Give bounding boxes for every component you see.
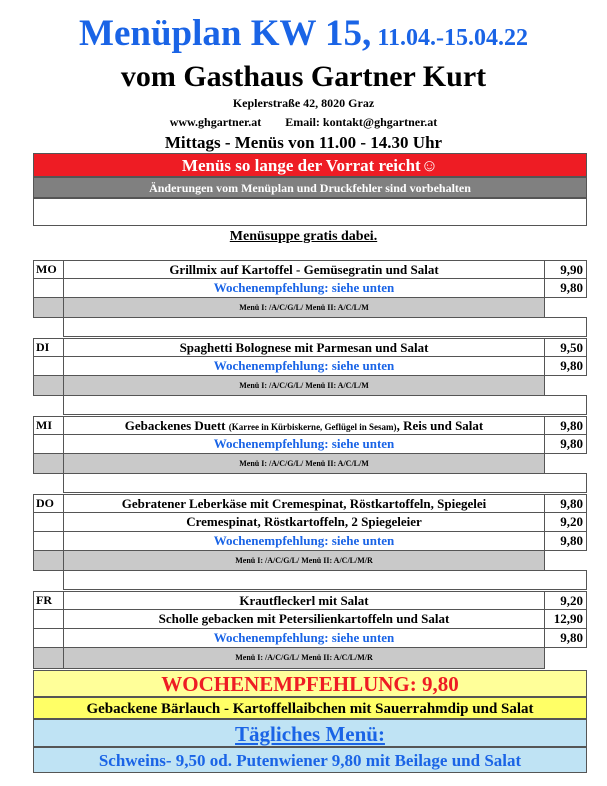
blank-cell — [33, 512, 64, 532]
weekly-title: WOCHENEMPFEHLUNG: 9,80 — [33, 670, 587, 697]
grey-cell — [33, 647, 64, 669]
price-do-1: 9,80 — [544, 494, 587, 513]
dish-fr-1: Krautfleckerl mit Salat — [63, 591, 545, 610]
dish-mi-detail: (Karree in Kürbiskerne, Geflügel in Sesam) — [228, 422, 397, 432]
dish-mi-main: Gebackenes Duett — [124, 418, 226, 433]
allergens-do: Menü I: /A/C/G/L/ Menü II: A/C/L/M/R — [63, 550, 545, 571]
price-do-2: 9,20 — [544, 512, 587, 532]
price-do-rec: 9,80 — [544, 531, 587, 551]
blank-cell — [33, 609, 64, 629]
dish-do-2: Cremespinat, Röstkartoffeln, 2 Spiegeleier — [63, 512, 545, 532]
dish-fr-2: Scholle gebacken mit Petersilienkartoffeln und Salat — [63, 609, 545, 629]
address: Keplerstraße 42, 8020 Graz — [232, 96, 375, 110]
spacer-row — [63, 317, 587, 337]
opening-hours: Mittags - Menüs von 11.00 - 14.30 Uhr — [164, 133, 443, 152]
dish-mi-1: Gebackenes Duett (Karree in Kürbiskerne, Geflügel in Sesam), Reis und Salat — [63, 416, 545, 435]
spacer-row — [63, 570, 587, 590]
price-di-1: 9,50 — [544, 338, 587, 357]
day-do: DO — [33, 494, 64, 513]
price-mi-rec: 9,80 — [544, 434, 587, 454]
blank-cell — [33, 434, 64, 454]
spacer-row — [63, 395, 587, 415]
title-week: Menüplan KW 15, — [79, 13, 372, 54]
weekly-dish: Gebackene Bärlauch - Kartoffellaibchen mit Sauerrahmdip und Salat — [33, 697, 587, 719]
blank-cell — [33, 356, 64, 376]
empty-box — [33, 198, 587, 226]
stock-notice: Menüs so lange der Vorrat reicht☺ — [33, 153, 587, 177]
day-di: DI — [33, 338, 64, 357]
soup-notice — [0, 229, 607, 245]
grey-cell — [33, 375, 64, 396]
website-link[interactable]: www.ghgartner.at — [169, 115, 262, 129]
recommendation-do: Wochenempfehlung: siehe unten — [63, 531, 545, 551]
allergens-mi: Menü I: /A/C/G/L/ Menü II: A/C/L/M — [63, 453, 545, 474]
dish-mi-side: Reis und Salat — [403, 418, 484, 433]
contact-line — [0, 115, 607, 130]
spacer-row — [63, 473, 587, 493]
daily-title-text: Tägliches Menü: — [235, 722, 385, 746]
recommendation-mi: Wochenempfehlung: siehe unten — [63, 434, 545, 454]
disclaimer-notice: Änderungen vom Menüplan und Druckfehler sind vorbehalten — [33, 177, 587, 198]
recommendation-di: Wochenempfehlung: siehe unten — [63, 356, 545, 376]
dish-do-1: Gebratener Leberkäse mit Cremespinat, Röstkartoffeln, Spiegelei — [63, 494, 545, 513]
dish-mo-1: Grillmix auf Kartoffel - Gemüsegratin und Salat — [63, 260, 545, 279]
soup-text: Menüsuppe gratis dabei. — [229, 229, 378, 244]
allergens-mo: Menü I: /A/C/G/L/ Menü II: A/C/L/M — [63, 297, 545, 318]
price-fr-1: 9,20 — [544, 591, 587, 610]
blank-cell — [33, 278, 64, 298]
daily-dish: Schweins- 9,50 od. Putenwiener 9,80 mit Beilage und Salat — [33, 747, 587, 773]
day-mi: MI — [33, 416, 64, 435]
price-fr-rec: 9,80 — [544, 628, 587, 648]
email-link[interactable]: Email: kontakt@ghgartner.at — [285, 115, 438, 129]
day-fr: FR — [33, 591, 64, 610]
grey-cell — [33, 297, 64, 318]
grey-cell — [33, 453, 64, 474]
blank-cell — [33, 531, 64, 551]
price-mi-1: 9,80 — [544, 416, 587, 435]
menu-title — [0, 12, 607, 55]
grey-cell — [33, 550, 64, 571]
day-mo: MO — [33, 260, 64, 279]
title-dates: 11.04.-15.04.22 — [377, 25, 528, 51]
dish-di-1: Spaghetti Bolognese mit Parmesan und Salat — [63, 338, 545, 357]
blank-cell — [33, 628, 64, 648]
recommendation-mo: Wochenempfehlung: siehe unten — [63, 278, 545, 298]
price-fr-2: 12,90 — [544, 609, 587, 629]
daily-title — [33, 719, 587, 747]
price-di-rec: 9,80 — [544, 356, 587, 376]
allergens-fr: Menü I: /A/C/G/L/ Menü II: A/C/L/M/R — [63, 647, 545, 669]
restaurant-name: vom Gasthaus Gartner Kurt — [120, 60, 487, 93]
price-mo-rec: 9,80 — [544, 278, 587, 298]
price-mo-1: 9,90 — [544, 260, 587, 279]
recommendation-fr: Wochenempfehlung: siehe unten — [63, 628, 545, 648]
allergens-di: Menü I: /A/C/G/L/ Menü II: A/C/L/M — [63, 375, 545, 396]
